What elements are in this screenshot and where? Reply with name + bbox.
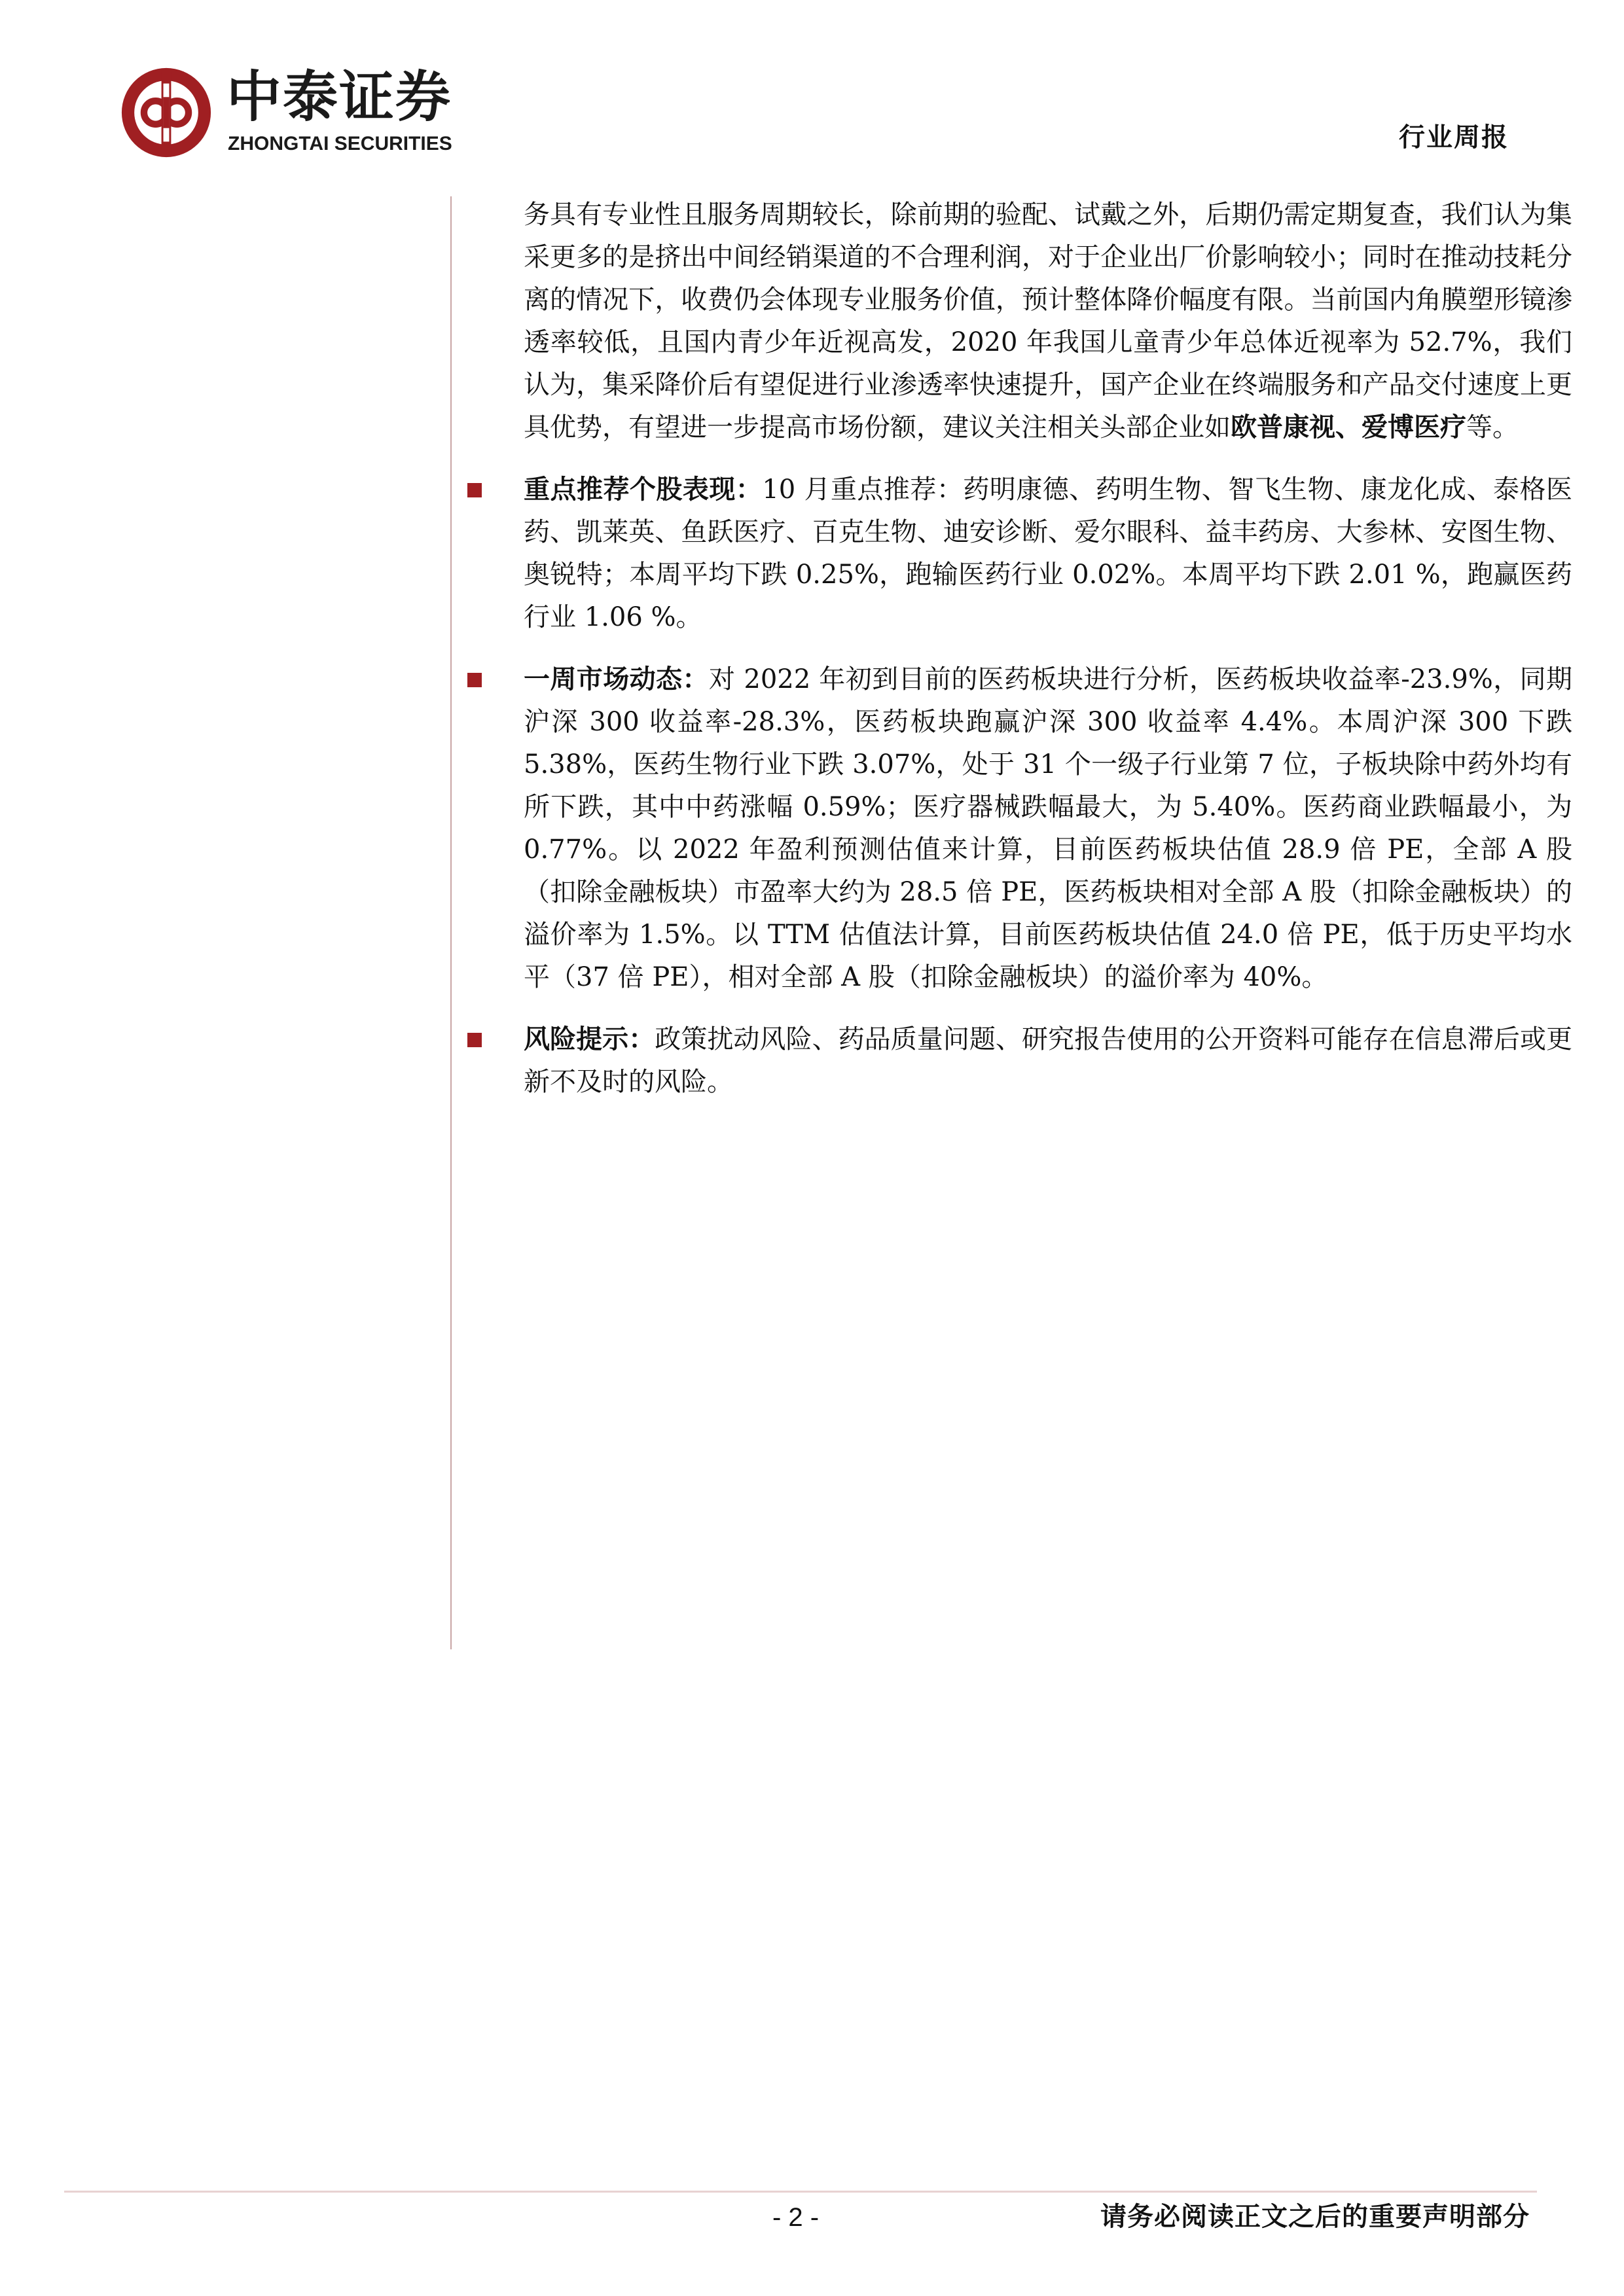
bullet-title: 一周市场动态： <box>524 664 709 694</box>
bullet-text: 政策扰动风险、药品质量问题、研究报告使用的公开资料可能存在信息滞后或更新不及时的风险。 <box>524 1024 1573 1097</box>
bullet-market-dynamics <box>524 658 1572 999</box>
bullet-title: 风险提示： <box>524 1024 655 1054</box>
bullet-text: 对 2022 年初到目前的医药板块进行分析，医药板块收益率-23.9%，同期沪深 300 收益率-28.3%，医药板块跑赢沪深 300 收益率 4.4%。本周沪深 300 下跌 5.38%，医药生物行业下跌 3.07%，处于 31 个一级子行业第 7 位，子板块除中药外均有所下跌，其中中药涨幅 0.59%；医疗器械跌幅最大，为 5.40%。医药商业跌幅最小，为 0.77%。以 2022 年盈利预测估值来计算，目前医药板块估值 28.9 倍 PE，全部 A 股（扣除金融板块）市盈率大约为 28.5 倍 PE，医药板块相对全部 A 股（扣除金融板块）的溢价率为 1.5%。以 TTM 估值法计算，目前医药板块估值 24.0 倍 PE，低于历史平均水平（37 倍 PE），相对全部 A 股（扣除金融板块）的溢价率为 40%。 <box>524 664 1573 992</box>
zhongtai-logo-icon <box>118 64 215 161</box>
paragraph-continuation <box>524 194 1572 449</box>
paragraph-text-end: 等。 <box>1466 412 1519 442</box>
paragraph-text: 务具有专业性且服务周期较长，除前期的验配、试戴之外，后期仍需定期复查，我们认为集采更多的是挤出中间经销渠道的不合理利润，对于企业出厂价影响较小；同时在推动技耗分离的情况下，收费仍会体现专业服务价值，预计整体降价幅度有限。当前国内角膜塑形镜渗透率较低，且国内青少年近视高发，2020 年我国儿童青少年总体近视率为 52.7%，我们认为，集采降价后有望促进行业渗透率快速提升，国产企业在终端服务和产品交付速度上更具优势，有望进一步提高市场份额，建议关注相关头部企业如 <box>524 200 1572 442</box>
bullet-risk-warning <box>524 1018 1572 1103</box>
bullet-title: 重点推荐个股表现： <box>524 475 763 505</box>
bullet-square-icon <box>467 1033 482 1047</box>
bullet-square-icon <box>467 673 482 687</box>
bullet-text: 10 月重点推荐：药明康德、药明生物、智飞生物、康龙化成、泰格医药、凯莱英、鱼跃医疗、百克生物、迪安诊断、爱尔眼科、益丰药房、大参林、安图生物、奥锐特；本周平均下跌 0.25%，跑输医药行业 0.02%。本周平均下跌 2.01 %，跑赢医药行业 1.06 %。 <box>524 475 1572 632</box>
bullet-stock-performance <box>524 469 1572 639</box>
footer-disclaimer: 请务必阅读正文之后的重要声明部分 <box>1100 2202 1530 2232</box>
highlight-companies: 欧普康视、爱博医疗 <box>1231 412 1466 442</box>
main-content <box>524 194 1572 1103</box>
footer-divider <box>64 2191 1537 2193</box>
left-divider <box>450 196 452 1649</box>
logo-english-name: ZHONGTAI SECURITIES <box>228 133 452 154</box>
page-number: - 2 - <box>772 2203 820 2232</box>
logo-chinese-name: 中泰证券 <box>226 65 452 129</box>
report-type-label: 行业周报 <box>1399 122 1509 152</box>
company-logo <box>118 64 484 162</box>
bullet-square-icon <box>467 483 482 497</box>
